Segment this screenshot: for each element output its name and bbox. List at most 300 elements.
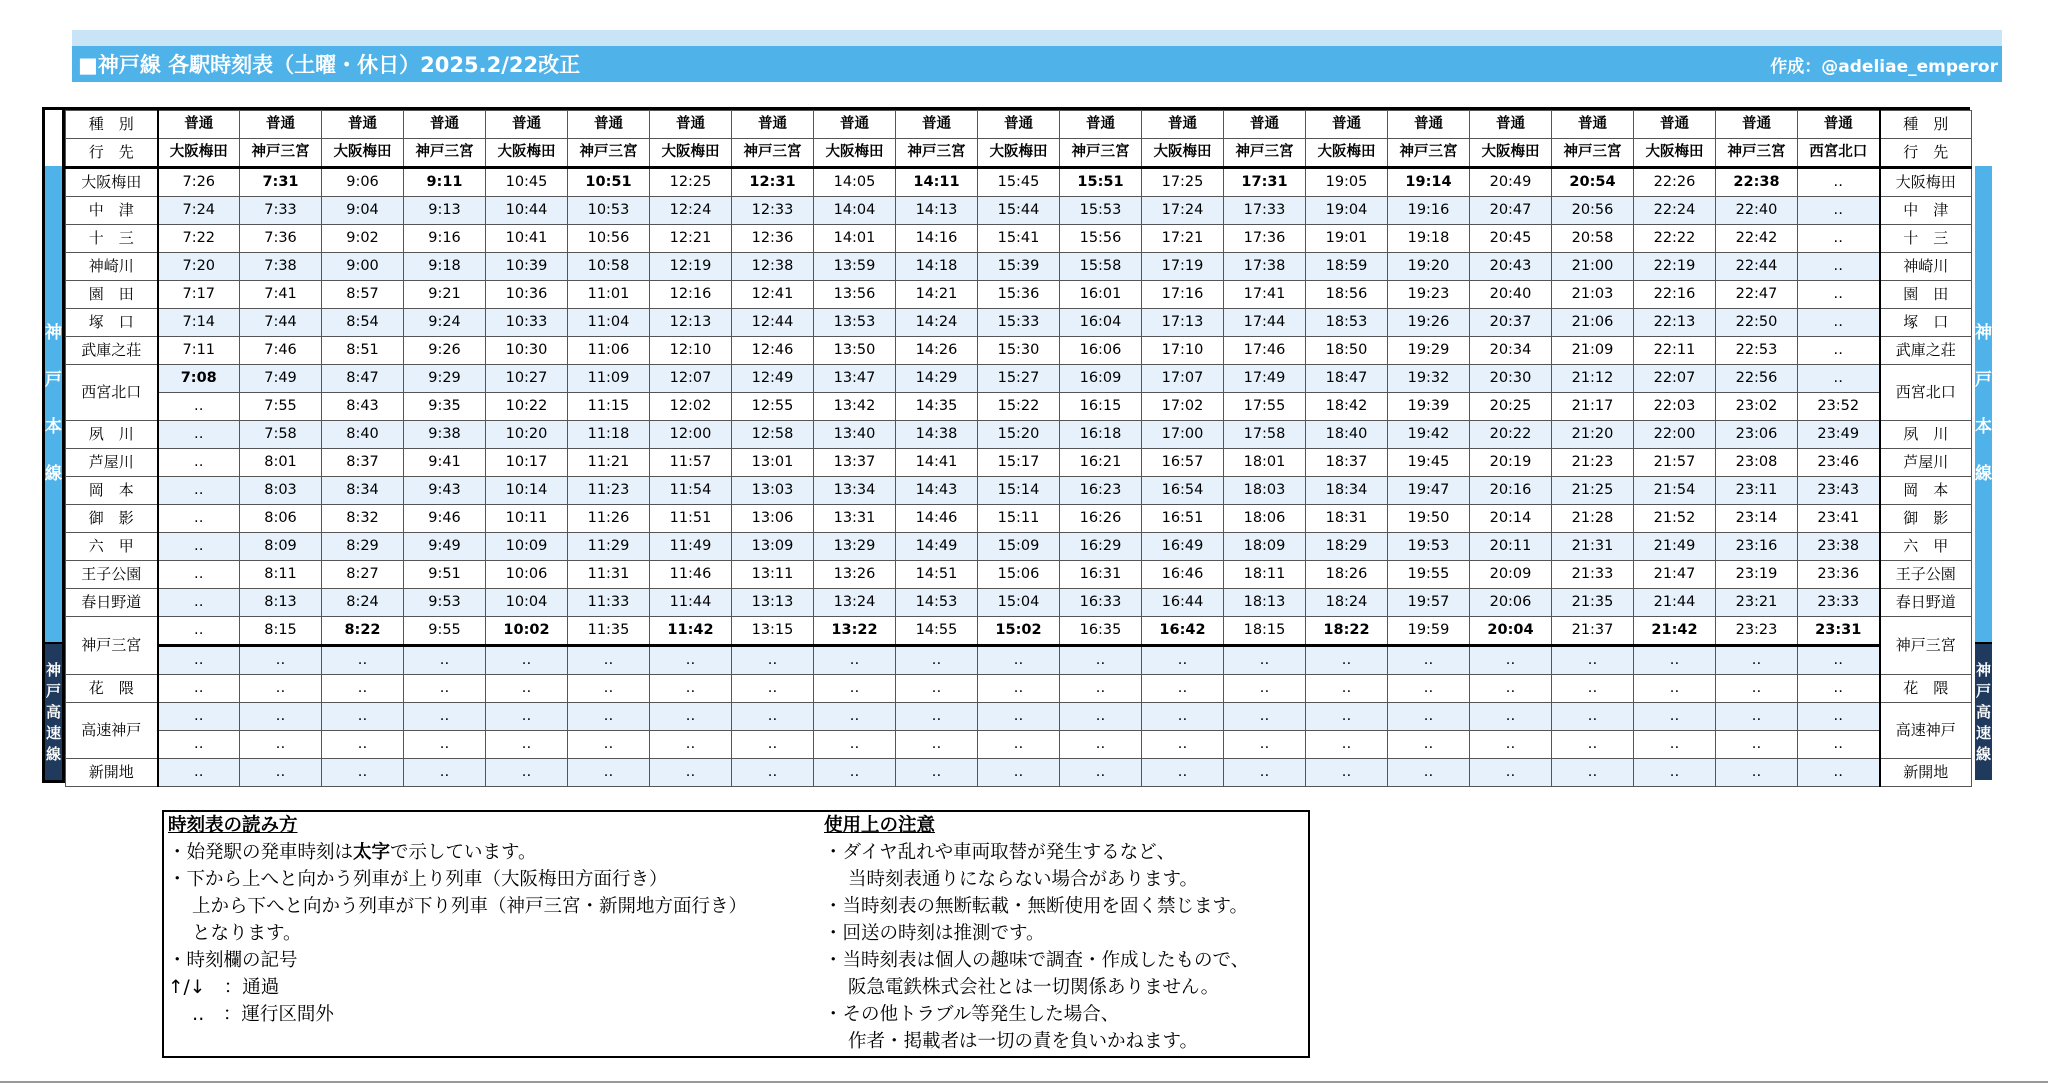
time-cell: 18:47 bbox=[1306, 365, 1388, 393]
train-destination: 大阪梅田 bbox=[1634, 139, 1716, 168]
time-cell: 14:46 bbox=[896, 505, 978, 533]
time-cell: 19:04 bbox=[1306, 197, 1388, 225]
time-cell: 20:14 bbox=[1470, 505, 1552, 533]
time-cell: ‥ bbox=[1552, 731, 1634, 759]
station-name: 大阪梅田 bbox=[1880, 168, 1972, 197]
time-cell: 22:53 bbox=[1716, 337, 1798, 365]
station-name: 春日野道 bbox=[1880, 589, 1972, 617]
time-cell: 20:47 bbox=[1470, 197, 1552, 225]
station-name: 六 甲 bbox=[66, 533, 158, 561]
notes-line: ↑/↓ ：通過 bbox=[168, 977, 280, 998]
notes-line: ・回送の時刻は推測です。 bbox=[824, 923, 1045, 944]
time-cell: 12:33 bbox=[732, 197, 814, 225]
time-cell: ‥ bbox=[896, 703, 978, 731]
time-cell: 23:21 bbox=[1716, 589, 1798, 617]
time-cell: 13:13 bbox=[732, 589, 814, 617]
notes-howto bbox=[168, 812, 808, 1028]
time-cell: 12:24 bbox=[650, 197, 732, 225]
time-cell: 10:17 bbox=[486, 449, 568, 477]
table-row bbox=[66, 617, 1972, 646]
time-cell: 20:11 bbox=[1470, 533, 1552, 561]
train-destination: 神戸三宮 bbox=[1716, 139, 1798, 168]
time-cell: 18:22 bbox=[1306, 617, 1388, 646]
time-cell: 14:26 bbox=[896, 337, 978, 365]
time-cell: 18:34 bbox=[1306, 477, 1388, 505]
time-cell: 14:11 bbox=[896, 168, 978, 197]
time-cell: 23:31 bbox=[1798, 617, 1880, 646]
time-cell: 22:07 bbox=[1634, 365, 1716, 393]
bottom-rule bbox=[0, 1081, 2048, 1083]
header-stripe bbox=[72, 30, 2002, 46]
time-cell: 7:58 bbox=[240, 421, 322, 449]
time-cell: ‥ bbox=[1060, 731, 1142, 759]
time-cell: 12:21 bbox=[650, 225, 732, 253]
table-row bbox=[66, 281, 1972, 309]
time-cell: ‥ bbox=[1716, 759, 1798, 787]
time-cell: ‥ bbox=[1388, 675, 1470, 703]
time-cell: ‥ bbox=[1716, 675, 1798, 703]
notes-line: ・下から上へと向かう列車が上り列車（大阪梅田方面行き） bbox=[168, 869, 668, 890]
notes-line: ・当時刻表の無断転載・無断使用を固く禁じます。 bbox=[824, 896, 1249, 917]
time-cell: 14:05 bbox=[814, 168, 896, 197]
train-destination: 大阪梅田 bbox=[650, 139, 732, 168]
time-cell: 17:49 bbox=[1224, 365, 1306, 393]
time-cell: 21:03 bbox=[1552, 281, 1634, 309]
time-cell: 22:38 bbox=[1716, 168, 1798, 197]
time-cell: 7:24 bbox=[158, 197, 240, 225]
time-cell: 7:44 bbox=[240, 309, 322, 337]
time-cell: ‥ bbox=[814, 703, 896, 731]
time-cell: 8:43 bbox=[322, 393, 404, 421]
train-destination: 大阪梅田 bbox=[978, 139, 1060, 168]
time-cell: 14:13 bbox=[896, 197, 978, 225]
table-row bbox=[66, 589, 1972, 617]
time-cell: 18:09 bbox=[1224, 533, 1306, 561]
time-cell: 10:53 bbox=[568, 197, 650, 225]
time-cell: 13:09 bbox=[732, 533, 814, 561]
time-cell: 13:34 bbox=[814, 477, 896, 505]
time-cell: 20:30 bbox=[1470, 365, 1552, 393]
time-cell: 11:46 bbox=[650, 561, 732, 589]
time-cell: 18:37 bbox=[1306, 449, 1388, 477]
time-cell: 14:24 bbox=[896, 309, 978, 337]
time-cell: 7:33 bbox=[240, 197, 322, 225]
time-cell: ‥ bbox=[404, 759, 486, 787]
time-cell: 18:53 bbox=[1306, 309, 1388, 337]
time-cell: 15:30 bbox=[978, 337, 1060, 365]
train-type: 普通 bbox=[1306, 111, 1388, 139]
time-cell: 7:31 bbox=[240, 168, 322, 197]
time-cell: ‥ bbox=[568, 675, 650, 703]
time-cell: 15:41 bbox=[978, 225, 1060, 253]
train-destination: 大阪梅田 bbox=[1470, 139, 1552, 168]
time-cell: 11:31 bbox=[568, 561, 650, 589]
time-cell: 19:53 bbox=[1388, 533, 1470, 561]
time-cell: 20:54 bbox=[1552, 168, 1634, 197]
time-cell: 21:31 bbox=[1552, 533, 1634, 561]
time-cell: 19:01 bbox=[1306, 225, 1388, 253]
time-cell: ‥ bbox=[486, 731, 568, 759]
time-cell: ‥ bbox=[1060, 646, 1142, 675]
time-cell: 22:47 bbox=[1716, 281, 1798, 309]
time-cell: 16:23 bbox=[1060, 477, 1142, 505]
time-cell: 13:15 bbox=[732, 617, 814, 646]
time-cell: 10:30 bbox=[486, 337, 568, 365]
time-cell: ‥ bbox=[1224, 646, 1306, 675]
time-cell: 23:14 bbox=[1716, 505, 1798, 533]
time-cell: 12:31 bbox=[732, 168, 814, 197]
time-cell: 12:46 bbox=[732, 337, 814, 365]
time-cell: 19:29 bbox=[1388, 337, 1470, 365]
station-name: 王子公園 bbox=[1880, 561, 1972, 589]
time-cell: 11:15 bbox=[568, 393, 650, 421]
time-cell: 10:33 bbox=[486, 309, 568, 337]
time-cell: ‥ bbox=[1060, 703, 1142, 731]
time-cell: 14:01 bbox=[814, 225, 896, 253]
train-type: 普通 bbox=[404, 111, 486, 139]
time-cell: ‥ bbox=[650, 703, 732, 731]
time-cell: 21:44 bbox=[1634, 589, 1716, 617]
time-cell: 20:37 bbox=[1470, 309, 1552, 337]
time-cell: 14:04 bbox=[814, 197, 896, 225]
time-cell: 13:26 bbox=[814, 561, 896, 589]
time-cell: 10:09 bbox=[486, 533, 568, 561]
destination-label: 行 先 bbox=[66, 139, 158, 168]
time-cell: ‥ bbox=[1798, 337, 1880, 365]
time-cell: 15:36 bbox=[978, 281, 1060, 309]
time-cell: ‥ bbox=[240, 731, 322, 759]
time-cell: ‥ bbox=[158, 589, 240, 617]
time-cell: 12:19 bbox=[650, 253, 732, 281]
time-cell: ‥ bbox=[896, 731, 978, 759]
station-name: 神戸三宮 bbox=[1880, 617, 1972, 675]
train-type: 普通 bbox=[1798, 111, 1880, 139]
time-cell: 13:06 bbox=[732, 505, 814, 533]
station-name: 園 田 bbox=[66, 281, 158, 309]
station-name: 武庫之荘 bbox=[1880, 337, 1972, 365]
time-cell: ‥ bbox=[1552, 759, 1634, 787]
time-cell: ‥ bbox=[732, 646, 814, 675]
time-cell: ‥ bbox=[732, 703, 814, 731]
time-cell: ‥ bbox=[1142, 646, 1224, 675]
time-cell: 17:24 bbox=[1142, 197, 1224, 225]
time-cell: ‥ bbox=[1798, 225, 1880, 253]
train-destination: 神戸三宮 bbox=[568, 139, 650, 168]
time-cell: 16:49 bbox=[1142, 533, 1224, 561]
time-cell: 16:01 bbox=[1060, 281, 1142, 309]
notes-line: ・ダイヤ乱れや車両取替が発生するなど、 bbox=[824, 842, 1176, 863]
time-cell: 11:42 bbox=[650, 617, 732, 646]
time-cell: 14:55 bbox=[896, 617, 978, 646]
time-cell: ‥ bbox=[404, 646, 486, 675]
time-cell: 13:53 bbox=[814, 309, 896, 337]
time-cell: 11:49 bbox=[650, 533, 732, 561]
train-type: 普通 bbox=[978, 111, 1060, 139]
timetable bbox=[42, 107, 1992, 783]
time-cell: 9:38 bbox=[404, 421, 486, 449]
time-cell: 8:22 bbox=[322, 617, 404, 646]
time-cell: ‥ bbox=[568, 759, 650, 787]
time-cell: 7:36 bbox=[240, 225, 322, 253]
time-cell: 17:41 bbox=[1224, 281, 1306, 309]
table-row bbox=[66, 225, 1972, 253]
time-cell: 7:20 bbox=[158, 253, 240, 281]
time-cell: 23:23 bbox=[1716, 617, 1798, 646]
time-cell: ‥ bbox=[1552, 703, 1634, 731]
table-row bbox=[66, 197, 1972, 225]
time-cell: 23:02 bbox=[1716, 393, 1798, 421]
notes-howto-heading: 時刻表の読み方 bbox=[168, 815, 298, 836]
time-cell: 15:09 bbox=[978, 533, 1060, 561]
time-cell: 10:11 bbox=[486, 505, 568, 533]
time-cell: 13:03 bbox=[732, 477, 814, 505]
time-cell: 9:43 bbox=[404, 477, 486, 505]
notes-line: ・時刻欄の記号 bbox=[168, 950, 298, 971]
station-name: 高速神戸 bbox=[1880, 703, 1972, 759]
station-name: 王子公園 bbox=[66, 561, 158, 589]
time-cell: 20:58 bbox=[1552, 225, 1634, 253]
station-name: 春日野道 bbox=[66, 589, 158, 617]
time-cell: 21:37 bbox=[1552, 617, 1634, 646]
time-cell: 18:13 bbox=[1224, 589, 1306, 617]
train-destination: 神戸三宮 bbox=[1552, 139, 1634, 168]
time-cell: 12:36 bbox=[732, 225, 814, 253]
time-cell: ‥ bbox=[158, 533, 240, 561]
station-name: 塚 口 bbox=[66, 309, 158, 337]
time-cell: 19:57 bbox=[1388, 589, 1470, 617]
time-cell: 17:07 bbox=[1142, 365, 1224, 393]
time-cell: 10:56 bbox=[568, 225, 650, 253]
time-cell: 19:16 bbox=[1388, 197, 1470, 225]
time-cell: ‥ bbox=[1634, 646, 1716, 675]
train-type: 普通 bbox=[1224, 111, 1306, 139]
time-cell: 10:44 bbox=[486, 197, 568, 225]
time-cell: 19:39 bbox=[1388, 393, 1470, 421]
time-cell: 17:16 bbox=[1142, 281, 1224, 309]
time-cell: 8:27 bbox=[322, 561, 404, 589]
time-cell: ‥ bbox=[896, 675, 978, 703]
station-name: 神崎川 bbox=[1880, 253, 1972, 281]
time-cell: 23:11 bbox=[1716, 477, 1798, 505]
time-cell: 8:01 bbox=[240, 449, 322, 477]
notes-box bbox=[162, 810, 1310, 1058]
time-cell: 10:36 bbox=[486, 281, 568, 309]
time-cell: 17:55 bbox=[1224, 393, 1306, 421]
time-cell: 13:40 bbox=[814, 421, 896, 449]
time-cell: 8:51 bbox=[322, 337, 404, 365]
time-cell: 21:00 bbox=[1552, 253, 1634, 281]
time-cell: ‥ bbox=[1716, 646, 1798, 675]
station-name: 西宮北口 bbox=[1880, 365, 1972, 421]
table-row bbox=[66, 168, 1972, 197]
time-cell: 16:46 bbox=[1142, 561, 1224, 589]
time-cell: 8:03 bbox=[240, 477, 322, 505]
time-cell: 20:04 bbox=[1470, 617, 1552, 646]
time-cell: ‥ bbox=[1634, 731, 1716, 759]
time-cell: 21:54 bbox=[1634, 477, 1716, 505]
time-cell: ‥ bbox=[158, 759, 240, 787]
notes-line: となります。 bbox=[192, 923, 302, 944]
time-cell: 15:17 bbox=[978, 449, 1060, 477]
notes-caution bbox=[824, 812, 1304, 1055]
notes-line: 作者・掲載者は一切の責を負いかねます。 bbox=[848, 1031, 1199, 1052]
time-cell: 9:18 bbox=[404, 253, 486, 281]
table-row bbox=[66, 421, 1972, 449]
time-cell: 9:04 bbox=[322, 197, 404, 225]
station-name: 御 影 bbox=[66, 505, 158, 533]
time-cell: ‥ bbox=[1060, 675, 1142, 703]
train-type: 普通 bbox=[1716, 111, 1798, 139]
time-cell: 17:10 bbox=[1142, 337, 1224, 365]
time-cell: ‥ bbox=[240, 646, 322, 675]
time-cell: 15:27 bbox=[978, 365, 1060, 393]
time-cell: 9:49 bbox=[404, 533, 486, 561]
train-type: 普通 bbox=[732, 111, 814, 139]
time-cell: ‥ bbox=[240, 675, 322, 703]
station-name: 新開地 bbox=[1880, 759, 1972, 787]
time-cell: 15:02 bbox=[978, 617, 1060, 646]
time-cell: 13:37 bbox=[814, 449, 896, 477]
train-destination: 大阪梅田 bbox=[814, 139, 896, 168]
time-cell: 13:01 bbox=[732, 449, 814, 477]
time-cell: 17:21 bbox=[1142, 225, 1224, 253]
time-cell: ‥ bbox=[1060, 759, 1142, 787]
time-cell: 11:29 bbox=[568, 533, 650, 561]
time-cell: 13:47 bbox=[814, 365, 896, 393]
line-column-right bbox=[1975, 110, 1992, 780]
time-cell: 13:24 bbox=[814, 589, 896, 617]
time-cell: ‥ bbox=[1142, 731, 1224, 759]
time-cell: ‥ bbox=[158, 477, 240, 505]
time-cell: 11:26 bbox=[568, 505, 650, 533]
time-cell: 11:06 bbox=[568, 337, 650, 365]
time-cell: ‥ bbox=[240, 703, 322, 731]
time-cell: 22:00 bbox=[1634, 421, 1716, 449]
time-cell: 11:23 bbox=[568, 477, 650, 505]
time-cell: 21:17 bbox=[1552, 393, 1634, 421]
time-cell: ‥ bbox=[322, 759, 404, 787]
time-cell: ‥ bbox=[1634, 759, 1716, 787]
time-cell: 21:35 bbox=[1552, 589, 1634, 617]
time-cell: 20:56 bbox=[1552, 197, 1634, 225]
time-cell: 14:51 bbox=[896, 561, 978, 589]
time-cell: 9:51 bbox=[404, 561, 486, 589]
line-column-left bbox=[45, 110, 62, 780]
time-cell: ‥ bbox=[1224, 703, 1306, 731]
time-cell: 21:28 bbox=[1552, 505, 1634, 533]
time-cell: 7:49 bbox=[240, 365, 322, 393]
time-cell: 8:24 bbox=[322, 589, 404, 617]
header-row-type bbox=[66, 111, 1972, 139]
time-cell: 19:05 bbox=[1306, 168, 1388, 197]
time-cell: ‥ bbox=[404, 675, 486, 703]
time-cell: 7:26 bbox=[158, 168, 240, 197]
time-cell: 16:51 bbox=[1142, 505, 1224, 533]
train-type: 普通 bbox=[1634, 111, 1716, 139]
time-cell: 8:34 bbox=[322, 477, 404, 505]
type-label: 種 別 bbox=[66, 111, 158, 139]
time-cell: 11:01 bbox=[568, 281, 650, 309]
time-cell: 9:21 bbox=[404, 281, 486, 309]
table-row bbox=[66, 309, 1972, 337]
station-name: 花 隈 bbox=[66, 675, 158, 703]
time-cell: 22:16 bbox=[1634, 281, 1716, 309]
time-cell: ‥ bbox=[486, 703, 568, 731]
table-row bbox=[66, 731, 1972, 759]
time-cell: 14:43 bbox=[896, 477, 978, 505]
time-cell: ‥ bbox=[1798, 731, 1880, 759]
station-name: 武庫之荘 bbox=[66, 337, 158, 365]
time-cell: ‥ bbox=[814, 731, 896, 759]
time-cell: 12:41 bbox=[732, 281, 814, 309]
train-destination: 神戸三宮 bbox=[732, 139, 814, 168]
time-cell: 11:57 bbox=[650, 449, 732, 477]
time-cell: 7:08 bbox=[158, 365, 240, 393]
time-cell: 18:11 bbox=[1224, 561, 1306, 589]
timetable-grid bbox=[65, 110, 1972, 787]
time-cell: 16:54 bbox=[1142, 477, 1224, 505]
time-cell: 9:00 bbox=[322, 253, 404, 281]
time-cell: 7:14 bbox=[158, 309, 240, 337]
time-cell: 21:52 bbox=[1634, 505, 1716, 533]
time-cell: 15:45 bbox=[978, 168, 1060, 197]
time-cell: ‥ bbox=[486, 759, 568, 787]
notes-line: ・その他トラブル等発生した場合、 bbox=[824, 1004, 1120, 1025]
time-cell: 9:11 bbox=[404, 168, 486, 197]
time-cell: 9:06 bbox=[322, 168, 404, 197]
time-cell: 21:49 bbox=[1634, 533, 1716, 561]
time-cell: ‥ bbox=[158, 561, 240, 589]
time-cell: ‥ bbox=[240, 759, 322, 787]
time-cell: ‥ bbox=[1798, 281, 1880, 309]
time-cell: ‥ bbox=[1306, 675, 1388, 703]
time-cell: 8:06 bbox=[240, 505, 322, 533]
time-cell: ‥ bbox=[404, 703, 486, 731]
notes-line: 上から下へと向かう列車が下り列車（神戸三宮・新開地方面行き） bbox=[192, 896, 748, 917]
time-cell: 19:32 bbox=[1388, 365, 1470, 393]
time-cell: 23:08 bbox=[1716, 449, 1798, 477]
table-row bbox=[66, 533, 1972, 561]
time-cell: 8:13 bbox=[240, 589, 322, 617]
table-row bbox=[66, 337, 1972, 365]
time-cell: 20:25 bbox=[1470, 393, 1552, 421]
time-cell: 16:09 bbox=[1060, 365, 1142, 393]
time-cell: ‥ bbox=[1224, 731, 1306, 759]
time-cell: 8:54 bbox=[322, 309, 404, 337]
station-name: 園 田 bbox=[1880, 281, 1972, 309]
train-destination: 大阪梅田 bbox=[1306, 139, 1388, 168]
time-cell: 10:20 bbox=[486, 421, 568, 449]
time-cell: 12:44 bbox=[732, 309, 814, 337]
time-cell: 20:40 bbox=[1470, 281, 1552, 309]
train-destination: 大阪梅田 bbox=[322, 139, 404, 168]
time-cell: 9:26 bbox=[404, 337, 486, 365]
train-type: 普通 bbox=[568, 111, 650, 139]
notes-caution-heading: 使用上の注意 bbox=[824, 815, 936, 836]
time-cell: 23:52 bbox=[1798, 393, 1880, 421]
notes-line: 阪急電鉄株式会社とは一切関係ありません。 bbox=[848, 977, 1220, 998]
time-cell: 12:38 bbox=[732, 253, 814, 281]
time-cell: 18:40 bbox=[1306, 421, 1388, 449]
time-cell: 13:56 bbox=[814, 281, 896, 309]
time-cell: 23:33 bbox=[1798, 589, 1880, 617]
station-name: 神崎川 bbox=[66, 253, 158, 281]
train-destination: 神戸三宮 bbox=[1224, 139, 1306, 168]
time-cell: 10:22 bbox=[486, 393, 568, 421]
time-cell: 11:09 bbox=[568, 365, 650, 393]
time-cell: 15:56 bbox=[1060, 225, 1142, 253]
time-cell: 11:35 bbox=[568, 617, 650, 646]
